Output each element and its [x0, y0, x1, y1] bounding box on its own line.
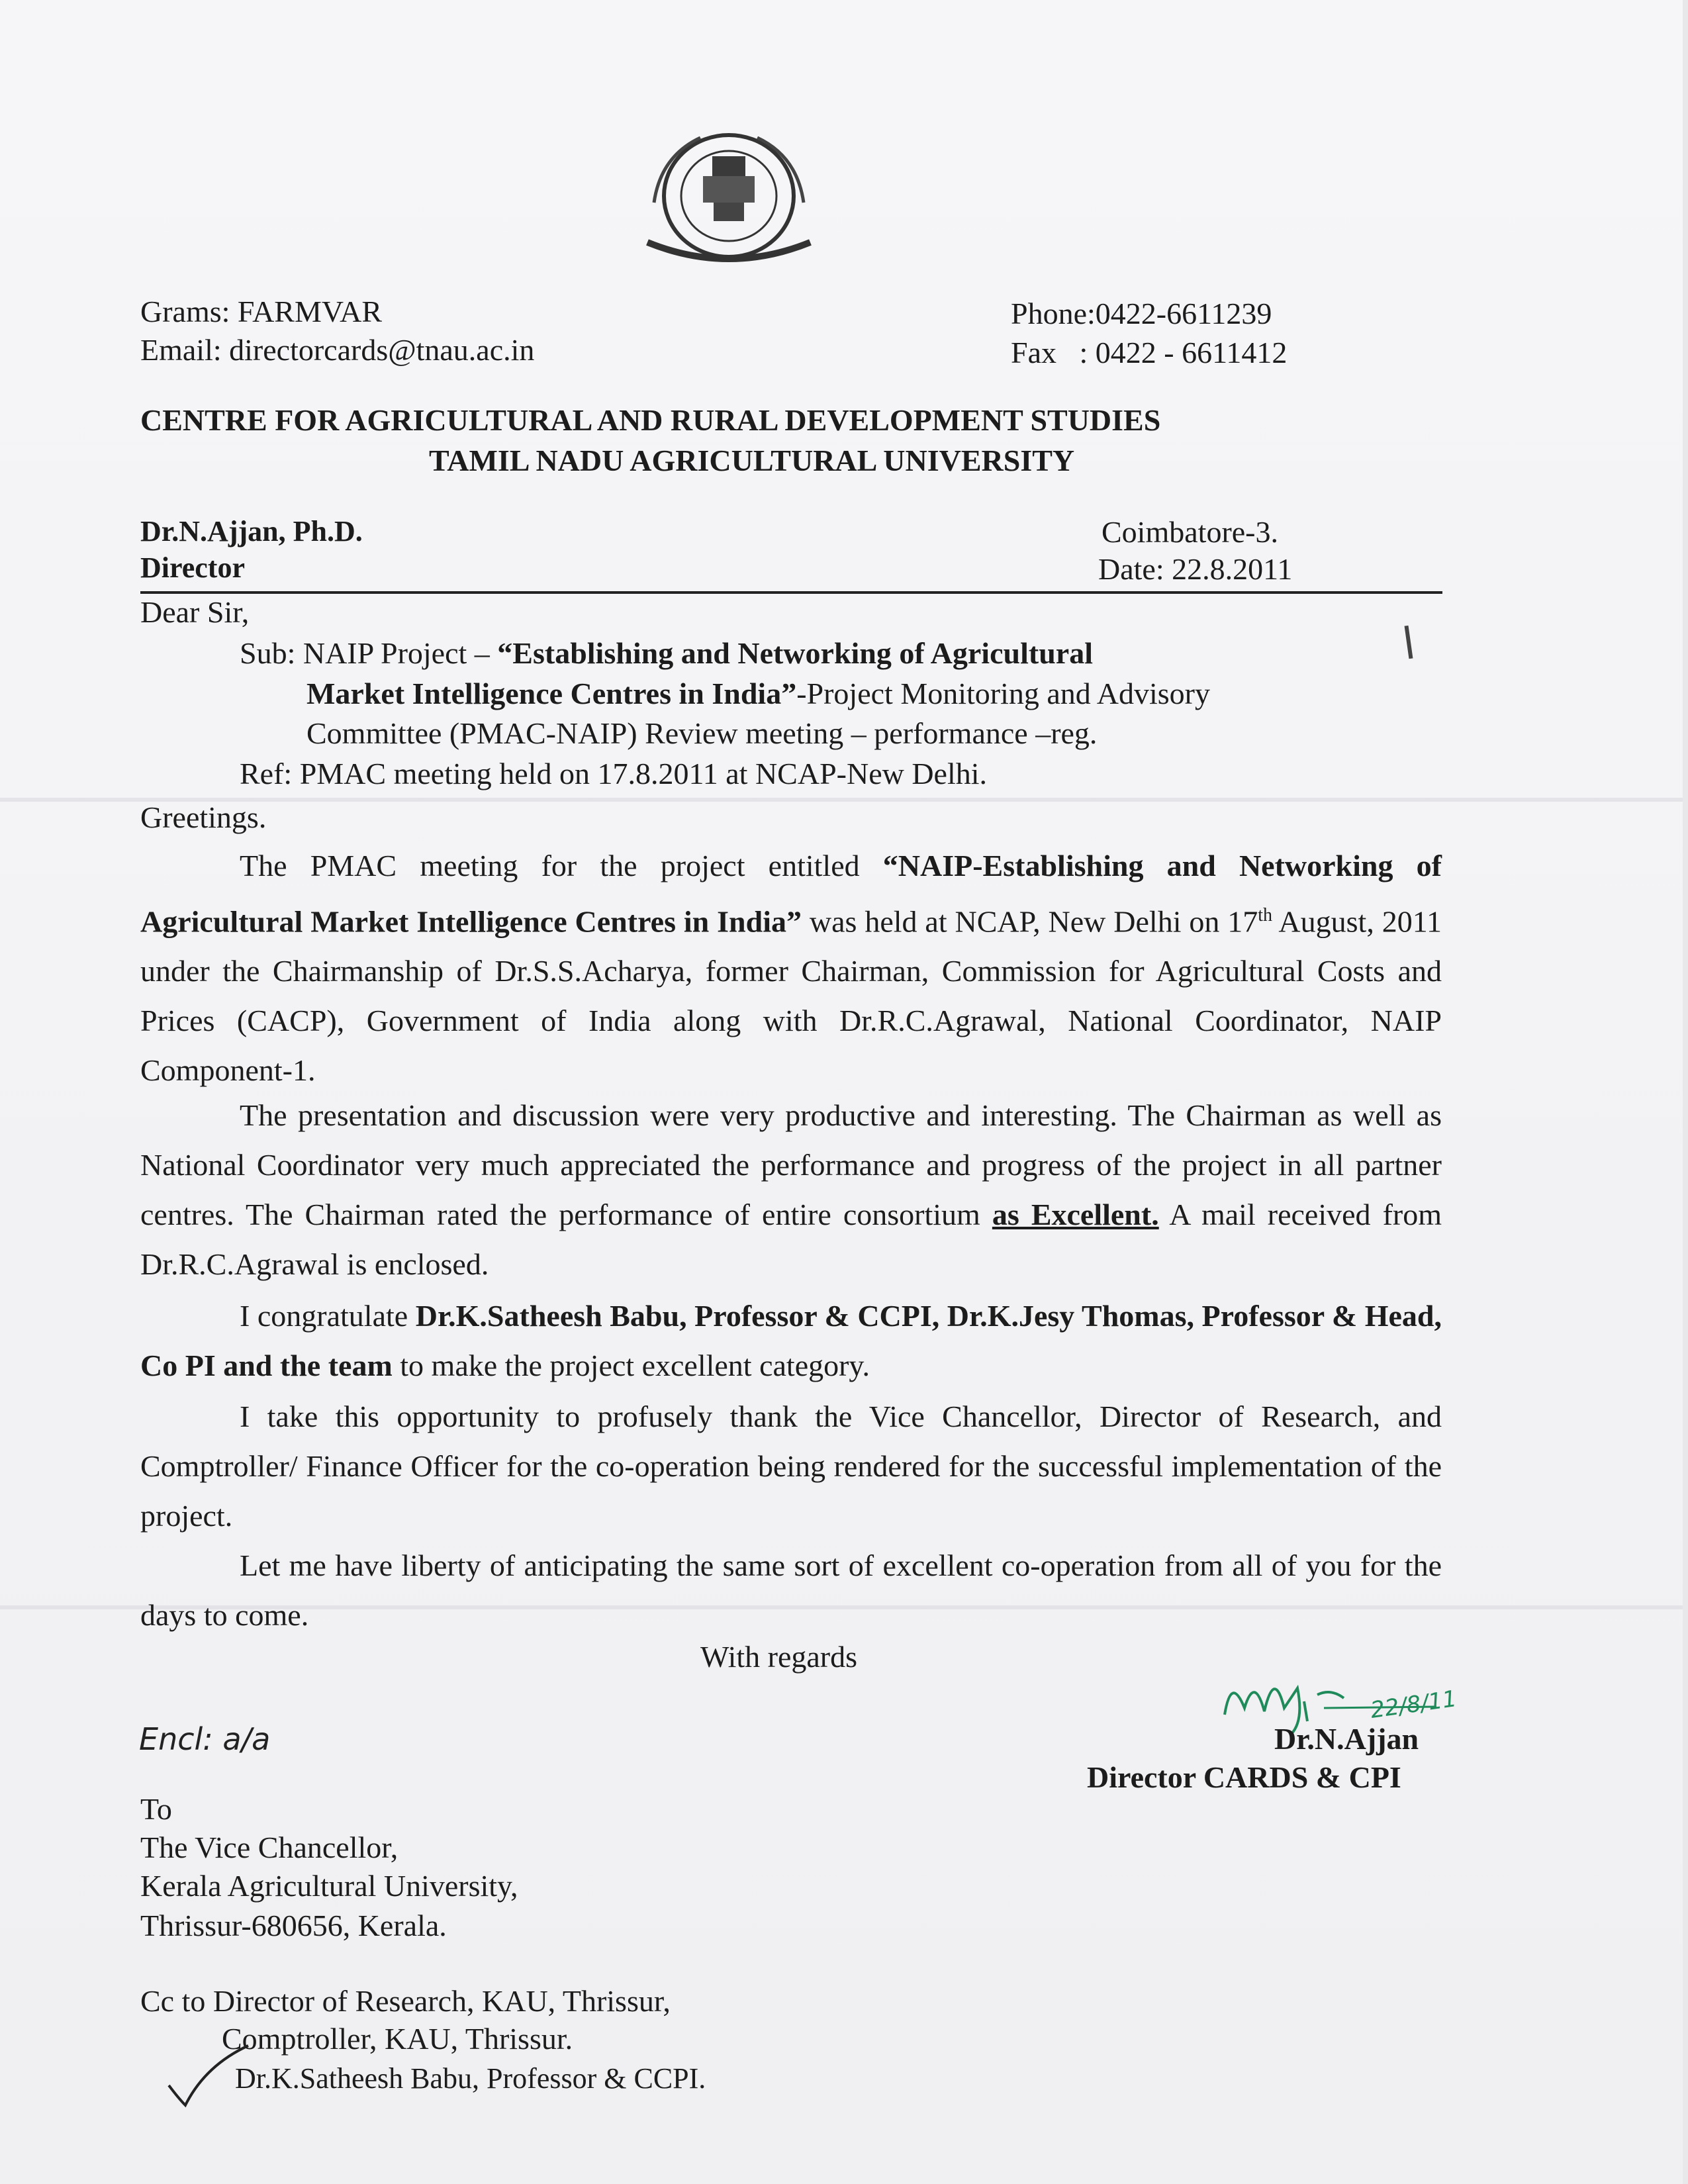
- subject-title-part1: “Establishing and Networking of Agricultural: [497, 636, 1093, 670]
- subject-title-part2: Market Intelligence Centres in India”: [306, 677, 797, 710]
- p2-text-b: A mail received from Dr.R.C.Agrawal is enclosed.: [140, 1198, 1442, 1281]
- pen-mark: [1405, 626, 1413, 659]
- enclosure-note: Encl: a/a: [139, 1721, 271, 1757]
- p3-text-a: I congratulate: [240, 1299, 416, 1333]
- signatory-name: Dr.N.Ajjan: [1274, 1722, 1419, 1756]
- grams-line: Grams: FARMVAR: [140, 295, 383, 328]
- paragraph-4: [140, 1392, 1442, 1541]
- p1-text-a: The PMAC meeting for the project entitled: [240, 849, 883, 882]
- org-name-line2: TAMIL NADU AGRICULTURAL UNIVERSITY: [429, 444, 1075, 477]
- paragraph-3: [140, 1291, 1442, 1390]
- letter-date: Date: 22.8.2011: [1098, 552, 1293, 586]
- recipient-to: To: [140, 1792, 172, 1826]
- paper-edge: [1683, 0, 1688, 2184]
- p2-rating: as Excellent.: [992, 1198, 1159, 1231]
- p4-text: I take this opportunity to profusely thank the Vice Chancellor, Director of Research, and Comptroller/ Finance Officer for the co-operation being rendered for the successful implementation of the project.: [140, 1400, 1442, 1533]
- p5-text: Let me have liberty of anticipating the same sort of excellent co-operation from all of you for the days to come.: [140, 1548, 1442, 1632]
- cc-line3: Dr.K.Satheesh Babu, Professor & CCPI.: [235, 2062, 706, 2095]
- closing: With regards: [700, 1640, 858, 1674]
- sender-title: Director: [140, 551, 245, 584]
- sender-name: Dr.N.Ajjan, Ph.D.: [140, 515, 363, 547]
- subject-line1: [240, 638, 1093, 669]
- signature-date: 22/8/11: [1368, 1685, 1459, 1724]
- cc-line2: Comptroller, KAU, Thrissur.: [222, 2022, 573, 2056]
- phone-line: Phone:0422-6611239: [1011, 297, 1272, 330]
- subject-prefix: Sub: NAIP Project –: [240, 636, 498, 670]
- recipient-line1: The Vice Chancellor,: [140, 1830, 399, 1864]
- fax-line: Fax : 0422 - 6611412: [1011, 336, 1288, 369]
- p1-project-title: “NAIP-Establishing and Networking of Agricultural Market Intelligence Centres in India”: [140, 849, 1442, 939]
- org-name-line1: CENTRE FOR AGRICULTURAL AND RURAL DEVELOPMENT STUDIES: [140, 403, 1161, 437]
- university-seal-logo: [634, 130, 823, 271]
- recipient-line2: Kerala Agricultural University,: [140, 1869, 518, 1903]
- paragraph-1: [140, 841, 1442, 1095]
- place: Coimbatore-3.: [1102, 515, 1278, 549]
- subject-line2: [306, 679, 1210, 709]
- p2-text-a: The presentation and discussion were very productive and interesting. The Chairman as well as National Coordinator very much appreciated the performance and progress of the project in all partner centres. The Chairman rated the performance of entire consortium: [140, 1098, 1442, 1231]
- email-line: Email: directorcards@tnau.ac.in: [140, 333, 535, 367]
- subject-line3: Committee (PMAC-NAIP) Review meeting – performance –reg.: [306, 716, 1098, 750]
- salutation: Dear Sir,: [140, 595, 250, 629]
- cc-line1: Cc to Director of Research, KAU, Thrissur,: [140, 1984, 671, 2018]
- subject-line2-rest: -Project Monitoring and Advisory: [796, 677, 1210, 710]
- paragraph-5: [140, 1541, 1442, 1640]
- signatory-title: Director CARDS & CPI: [1087, 1760, 1401, 1794]
- p1-superscript: th: [1258, 905, 1273, 926]
- p1-text-c: August, 2011 under the Chairmanship of Dr.S.S.Acharya, former Chairman, Commission for Agricultural Costs and Prices (CACP), Government of India along with Dr.R.C.Agrawal, National Coordinator, NAIP Component-1.: [140, 904, 1442, 1088]
- p1-text-b: was held at NCAP, New Delhi on 17: [802, 904, 1258, 939]
- check-mark-icon: [165, 2039, 252, 2112]
- reference-line: Ref: PMAC meeting held on 17.8.2011 at NCAP-New Delhi.: [240, 757, 988, 790]
- p3-text-b: to make the project excellent category.: [392, 1349, 870, 1382]
- paragraph-2: [140, 1090, 1442, 1289]
- recipient-line3: Thrissur-680656, Kerala.: [140, 1909, 447, 1942]
- p3-names: Dr.K.Satheesh Babu, Professor & CCPI, Dr.K.Jesy Thomas, Professor & Head, Co PI and the team: [140, 1299, 1442, 1382]
- greeting: Greetings.: [140, 800, 267, 834]
- header-divider: [140, 591, 1442, 594]
